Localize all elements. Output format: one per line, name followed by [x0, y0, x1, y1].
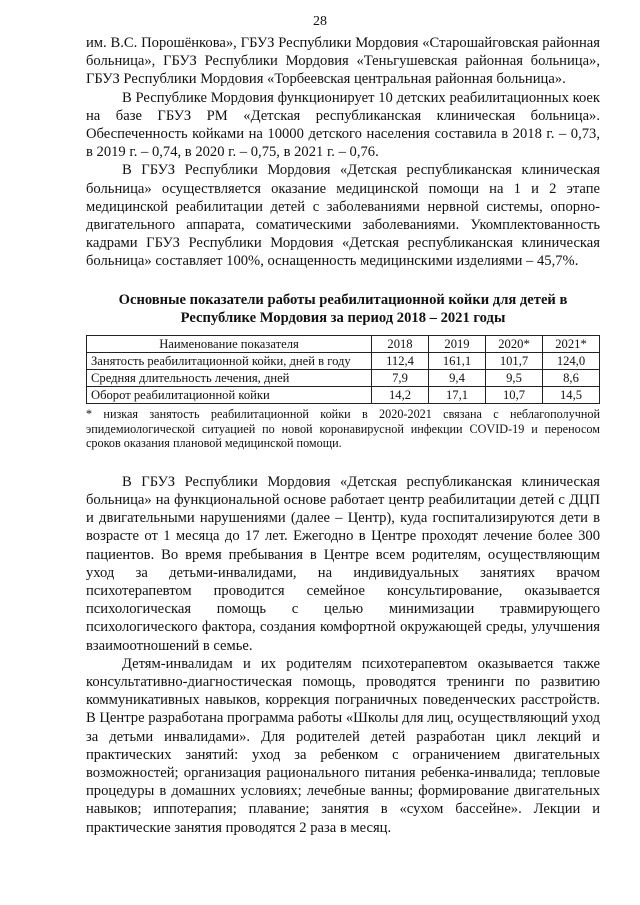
row-label: Средняя длительность лечения, дней	[87, 370, 372, 387]
paragraph-parent-school: Детям-инвалидам и их родителям психотерапевтом оказывается также консультативно-диагностическая помощь, проводятся тренинги по развитию коммуникативных навыков, коррекция пограничных поведенческих расстройств. В Центре разработана программа работы «Школы для лиц, осуществляющий уход за детьми инвалидами». Для родителей детей разработан цикл лекций и практических занятий: уход за ребенком с ограничением двигательных возможностей; организация рационального питания ребенка-инвалида; тепловые процедуры в домашних условиях; лечебные ванны; формирование двигательных навыков; иппотерапия; плавание; занятия в «сухом бассейне». Лекции и практические занятия проводятся 2 раза в месяц.	[86, 655, 600, 836]
indicators-table	[86, 335, 600, 404]
cell-value: 9,5	[486, 370, 543, 387]
cell-value: 14,5	[543, 387, 600, 404]
cell-value: 9,4	[429, 370, 486, 387]
header-2021: 2021*	[543, 336, 600, 353]
header-2018: 2018	[372, 336, 429, 353]
page-content	[86, 34, 600, 837]
paragraph-rehab-care: В ГБУЗ Республики Мордовия «Детская республиканская клиническая больница» осуществляется оказание медицинской помощи на 1 и 2 этапе медицинской реабилитации детей с заболеваниями нервной системы, опорно-двигательного аппарата, соматическими заболеваниями. Укомплектованность кадрами ГБУЗ Республики Мордовия «Детская республиканская клиническая больница» составляет 100%, оснащенность медицинскими изделиями – 45,7%.	[86, 162, 600, 270]
cell-value: 10,7	[486, 387, 543, 404]
row-label: Оборот реабилитационной койки	[87, 387, 372, 404]
cell-value: 112,4	[372, 353, 429, 370]
paragraph-bed-count: В Республике Мордовия функционирует 10 детских реабилитационных коек на базе ГБУЗ РМ «Детская республиканская клиническая больница». Обеспеченность койками на 10000 детского населения составила в 2018 г. – 0,73, в 2019 г. – 0,74, в 2020 г. – 0,75, в 2021 г. – 0,76.	[86, 89, 600, 161]
table-row	[87, 370, 600, 387]
table-row	[87, 387, 600, 404]
cell-value: 161,1	[429, 353, 486, 370]
table-title: Основные показатели работы реабилитационной койки для детей в Республике Мордовия за период 2018 – 2021 годы	[118, 291, 568, 326]
paragraph-hospital-list: им. В.С. Порошёнкова», ГБУЗ Республики Мордовия «Старошайговская районная больница», ГБУЗ Республики Мордовия «Теньгушевская районная больница», ГБУЗ Республики Мордовия «Торбеевская центральная районная больница».	[86, 35, 600, 88]
table-footnote: * низкая занятость реабилитационной койки в 2020-2021 связана с неблагополучной эпидемиологической ситуацией по новой коронавирусной инфекции COVID-19 и переносом сроков оказания плановой медицинской помощи.	[86, 407, 600, 451]
paragraph-rehab-center: В ГБУЗ Республики Мордовия «Детская республиканская клиническая больница» на функциональной основе работает центр реабилитации детей с ДЦП и двигательными нарушениями (далее – Центр), куда госпитализируются дети в возрасте от 1 месяца до 17 лет. Ежегодно в Центре проходят лечение более 300 пациентов. Во время пребывания в Центре всем родителям, осуществляющим уход за детьми-инвалидами, на индивидуальных занятиях врачом психотерапевтом проводится семейное консультирование, оказывается психологическая помощь с целью минимизации травмирующего психологического фактора, создания комфортной окружающей среды, улучшения взаимоотношений в семье.	[86, 473, 600, 654]
cell-value: 17,1	[429, 387, 486, 404]
cell-value: 7,9	[372, 370, 429, 387]
header-indicator-name: Наименование показателя	[87, 336, 372, 353]
page-number: 28	[313, 14, 327, 29]
row-label: Занятость реабилитационной койки, дней в году	[87, 353, 372, 370]
cell-value: 101,7	[486, 353, 543, 370]
header-2020: 2020*	[486, 336, 543, 353]
table-header-row	[87, 336, 600, 353]
cell-value: 8,6	[543, 370, 600, 387]
table-row	[87, 353, 600, 370]
cell-value: 14,2	[372, 387, 429, 404]
cell-value: 124,0	[543, 353, 600, 370]
header-2019: 2019	[429, 336, 486, 353]
